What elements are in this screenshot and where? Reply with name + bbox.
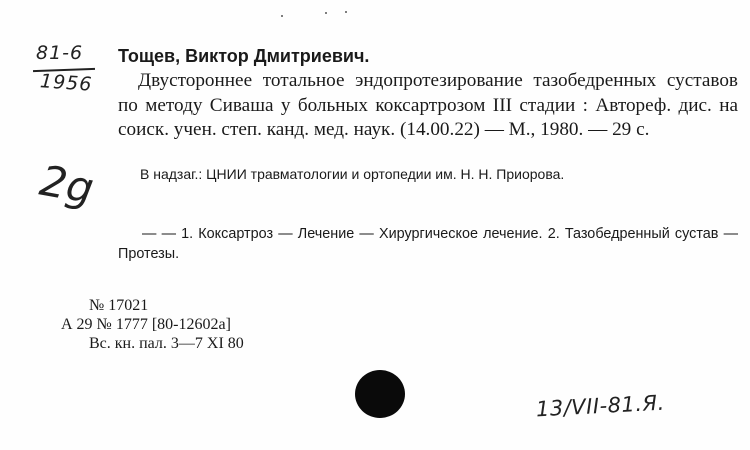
registration-index: А 29 № 1777 [80-12602а] xyxy=(61,316,231,333)
header-note: В надзаг.: ЦНИИ травматологии и ортопедии им. Н. Н. Приорова. xyxy=(140,166,565,182)
dust-speck xyxy=(281,15,283,17)
margin-handwritten-mark: 2g xyxy=(36,155,98,214)
handwritten-date-signature: 13/VII-81.Я. xyxy=(535,390,666,422)
dust-speck xyxy=(345,11,347,13)
card-punch-hole xyxy=(355,370,405,418)
shelf-mark-bottom: 1956 xyxy=(39,70,94,96)
shelf-mark-top: 81-6 xyxy=(36,42,84,64)
subject-headings: — — 1. Коксартроз — Лечение — Хирургическое лечение. 2. Тазобедренный сустав — Протезы. xyxy=(118,226,738,262)
dust-speck xyxy=(325,12,327,14)
author-heading: Тощев, Виктор Дмитриевич. xyxy=(118,46,370,66)
title-description: Двустороннее тотальное эндопротезирование тазобедренных суставов по методу Сиваша у больных коксартрозом III стадии : Автореф. дис. на соиск. учен. степ. канд. мед. наук. (14.00.22) — М., 1980. — 29 с. xyxy=(118,70,738,140)
chamber-record: Вс. кн. пал. 3—7 XI 80 xyxy=(89,335,244,352)
record-number: № 17021 xyxy=(89,297,149,314)
